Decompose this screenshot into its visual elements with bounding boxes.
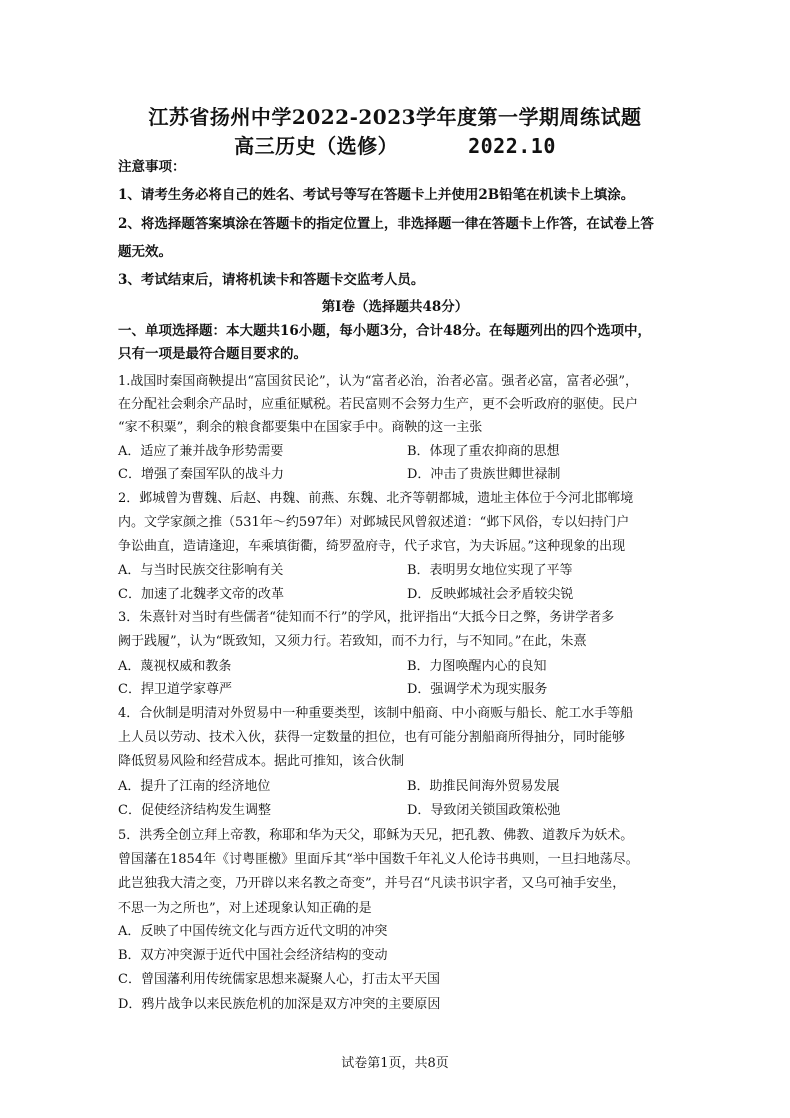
question-5-stem: 此岂独我大清之变，乃开辟以来名教之奇变”，并号召“凡读书识字者，又乌可袖手安坐，: [118, 876, 626, 891]
section-instructions: 一、单项选择题：本大题共16小题，每小题3分，合计48分。在每题列出的四个选项中，: [118, 323, 651, 339]
subject-label: 高三历史（选修）: [234, 134, 399, 158]
question-2-option-b: B．表明男女地位实现了平等: [407, 563, 573, 578]
question-1-option-b: B．体现了重农抑商的思想: [407, 444, 560, 459]
notice-heading: 注意事项：: [118, 159, 186, 175]
question-4-option-c: C．促使经济结构发生调整: [118, 803, 271, 818]
exam-date: 2022.10: [468, 134, 556, 158]
question-3-option-d: D．强调学术为现实服务: [407, 682, 548, 697]
question-1-option-a: A．适应了兼并战争形势需要: [118, 444, 284, 459]
question-4-option-d: D．导致闭关锁国政策松弛: [407, 803, 561, 818]
question-5-option-b: B．双方冲突源于近代中国社会经济结构的变动: [118, 948, 388, 963]
question-1-option-c: C．增强了秦国军队的战斗力: [118, 467, 284, 482]
question-5-option-a: A．反映了中国传统文化与西方近代文明的冲突: [118, 924, 388, 939]
question-3-option-c: C．捍卫道学家尊严: [118, 682, 232, 697]
notice-item-continued: 题无效。: [118, 244, 172, 260]
question-3-stem: 阙于践履”，认为“既致知，又须力行。若致知，而不力行，与不知同。”在此，朱熹: [118, 634, 587, 649]
question-3-option-a: A．蔑视权威和教条: [118, 659, 232, 674]
question-4-option-a: A．提升了江南的经济地位: [118, 779, 271, 794]
notice-item: 2、将选择题答案填涂在答题卡的指定位置上，非选择题一律在答题卡上作答，在试卷上答: [118, 216, 654, 232]
question-1-stem: “家不积粟”，剩余的粮食都要集中在国家手中。商鞅的这一主张: [118, 420, 483, 435]
notice-item: 1、请考生务必将自己的姓名、考试号等写在答题卡上并使用2B铅笔在机读卡上填涂。: [118, 187, 635, 203]
question-2-option-a: A．与当时民族交往影响有关: [118, 563, 284, 578]
question-4-stem: 4．合伙制是明清对外贸易中一种重要类型，该制中船商、中小商贩与船长、舵工水手等船: [118, 706, 634, 721]
exam-subtitle: [0, 130, 790, 159]
question-2-option-d: D．反映邺城社会矛盾较尖锐: [407, 587, 574, 602]
question-4-stem: 降低贸易风险和经营成本。据此可推知，该合伙制: [118, 754, 405, 769]
question-3-stem: 3．朱熹针对当时有些儒者“徒知而不行”的学风，批评指出“大抵今日之弊，务讲学者多: [118, 610, 615, 625]
exam-title: 江苏省扬州中学2022-2023学年度第一学期周练试题: [148, 105, 642, 129]
question-4-stem: 上人员以劳动、技术入伙，获得一定数量的担位，也有可能分割船商所得抽分，同时能够: [118, 730, 626, 745]
question-5-stem: 不思一为之所也”，对上述现象认知正确的是: [118, 901, 372, 916]
question-3-option-b: B．力图唤醒内心的良知: [407, 659, 547, 674]
question-5-stem: 5．洪秀全创立拜上帝教，称耶和华为天父，耶稣为天兄，把孔教、佛教、道教斥为妖术。: [118, 828, 634, 843]
question-2-stem: 2．邺城曾为曹魏、后赵、冉魏、前燕、东魏、北齐等朝都城，遗址主体位于今河北邯郸境: [118, 491, 634, 506]
question-2-option-c: C．加速了北魏孝文帝的改革: [118, 587, 284, 602]
question-4-option-b: B．助推民间海外贸易发展: [407, 779, 560, 794]
section-title: 第Ⅰ卷（选择题共48分）: [321, 299, 469, 315]
question-5-option-d: D．鸦片战争以来民族危机的加深是双方冲突的主要原因: [118, 997, 441, 1012]
question-1-stem: 在分配社会剩余产品时，应重征赋税。若民富则不会努力生产，更不会听政府的驱使。民户: [118, 397, 639, 412]
page-footer: 试卷第1页，共8页: [341, 1056, 449, 1071]
question-5-stem: 曾国藩在1854年《讨粤匪檄》里面斥其“举中国数千年礼义人伦诗书典则，一旦扫地荡尽。: [118, 852, 639, 867]
section-instructions: 只有一项是最符合题目要求的。: [118, 346, 307, 362]
question-2-stem: 内。文学家颜之推（531年～约597年）对邺城民风曾叙述道：“邺下风俗，专以妇持门户: [118, 515, 630, 530]
question-1-option-d: D．冲击了贵族世卿世禄制: [407, 467, 561, 482]
question-1-stem: 1.战国时秦国商鞅提出“富国贫民论”，认为“富者必治，治者必富。强者必富，富者必强”，: [118, 374, 638, 389]
question-5-option-c: C．曾国藩利用传统儒家思想来凝聚人心，打击太平天国: [118, 972, 440, 987]
question-2-stem: 争讼曲直，造请逢迎，车乘填街衢，绮罗盈府寺，代子求官，为夫诉屈。”这种现象的出现: [118, 539, 626, 554]
notice-item: 3、考试结束后，请将机读卡和答题卡交监考人员。: [118, 272, 425, 288]
